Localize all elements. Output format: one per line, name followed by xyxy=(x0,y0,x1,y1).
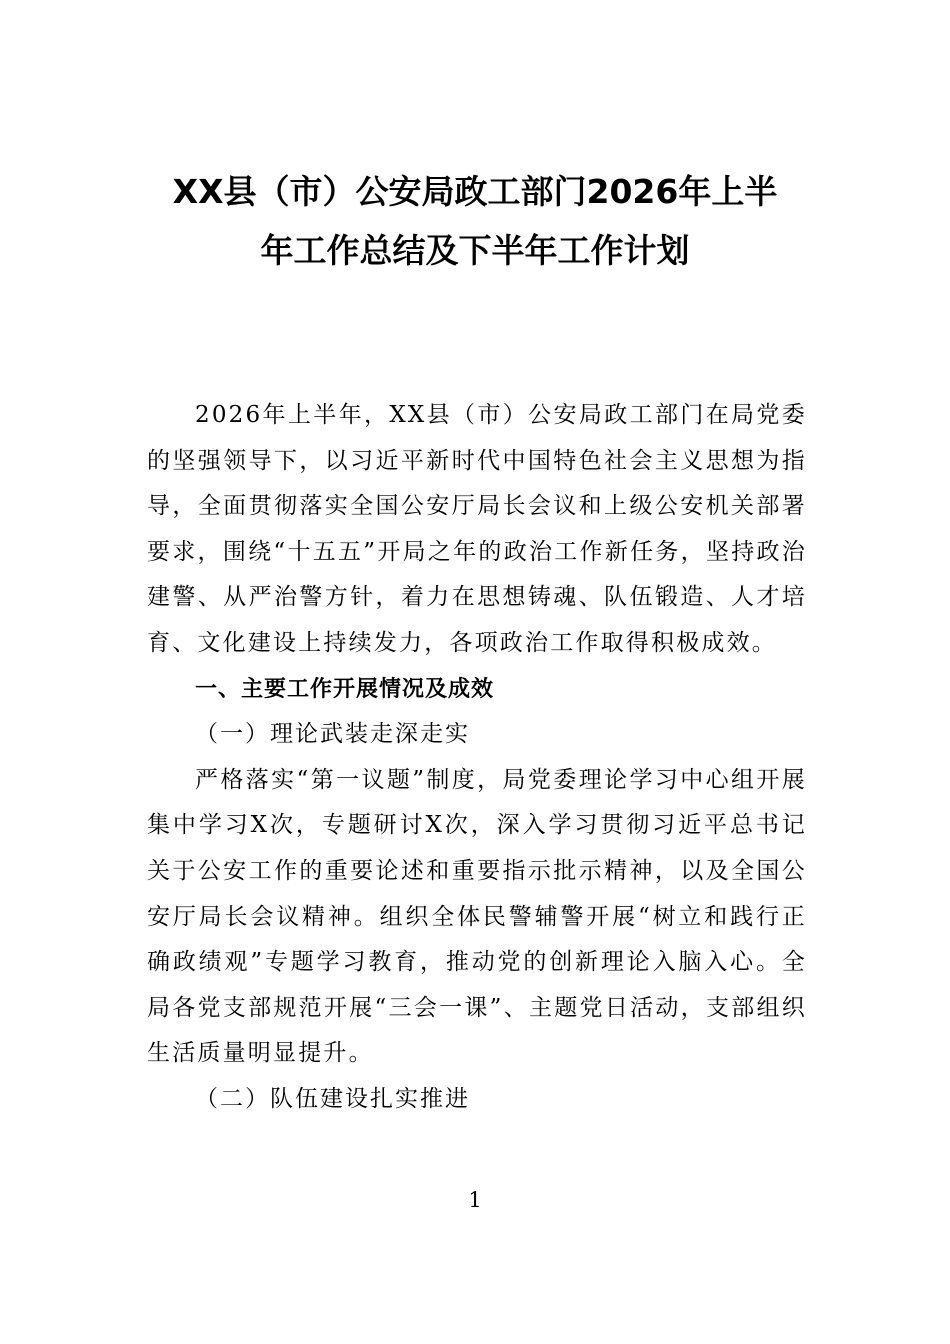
document-title xyxy=(120,162,830,280)
intro-paragraph: 2026年上半年，XX县（市）公安局政工部门在局党委的坚强领导下，以习近平新时代中国特色社会主义思想为指导，全面贯彻落实全国公安厅局长会议和上级公安机关部署要求，围绕“十五五”开局之年的政治工作新任务，坚持政治建警、从严治警方针，着力在思想铸魂、队伍锻造、人才培育、文化建设上持续发力，各项政治工作取得积极成效。 xyxy=(147,402,807,656)
section-heading-1: 一、主要工作开展情况及成效 xyxy=(195,676,495,702)
subsection-heading-1: （一）理论武装走深走实 xyxy=(195,721,470,748)
subsection-1-paragraph: 严格落实“第一议题”制度，局党委理论学习中心组开展集中学习X次，专题研讨X次，深入学习贯彻习近平总书记关于公安工作的重要论述和重要指示批示精神，以及全国公安厅局长会议精神。组织全体民警辅警开展“树立和践行正确政绩观”专题学习教育，推动党的创新理论入脑入心。全局各党支部规范开展“三会一课”、主题党日活动，支部组织生活质量明显提升。 xyxy=(147,766,807,1067)
subsection-heading-2: （二）队伍建设扎实推进 xyxy=(195,1085,470,1112)
document-body xyxy=(147,393,807,1123)
title-line-1: XX县（市）公安局政工部门2026年上半 xyxy=(172,172,778,211)
title-line-2: 年工作总结及下半年工作计划 xyxy=(260,231,690,270)
page-number: 1 xyxy=(468,1188,482,1212)
